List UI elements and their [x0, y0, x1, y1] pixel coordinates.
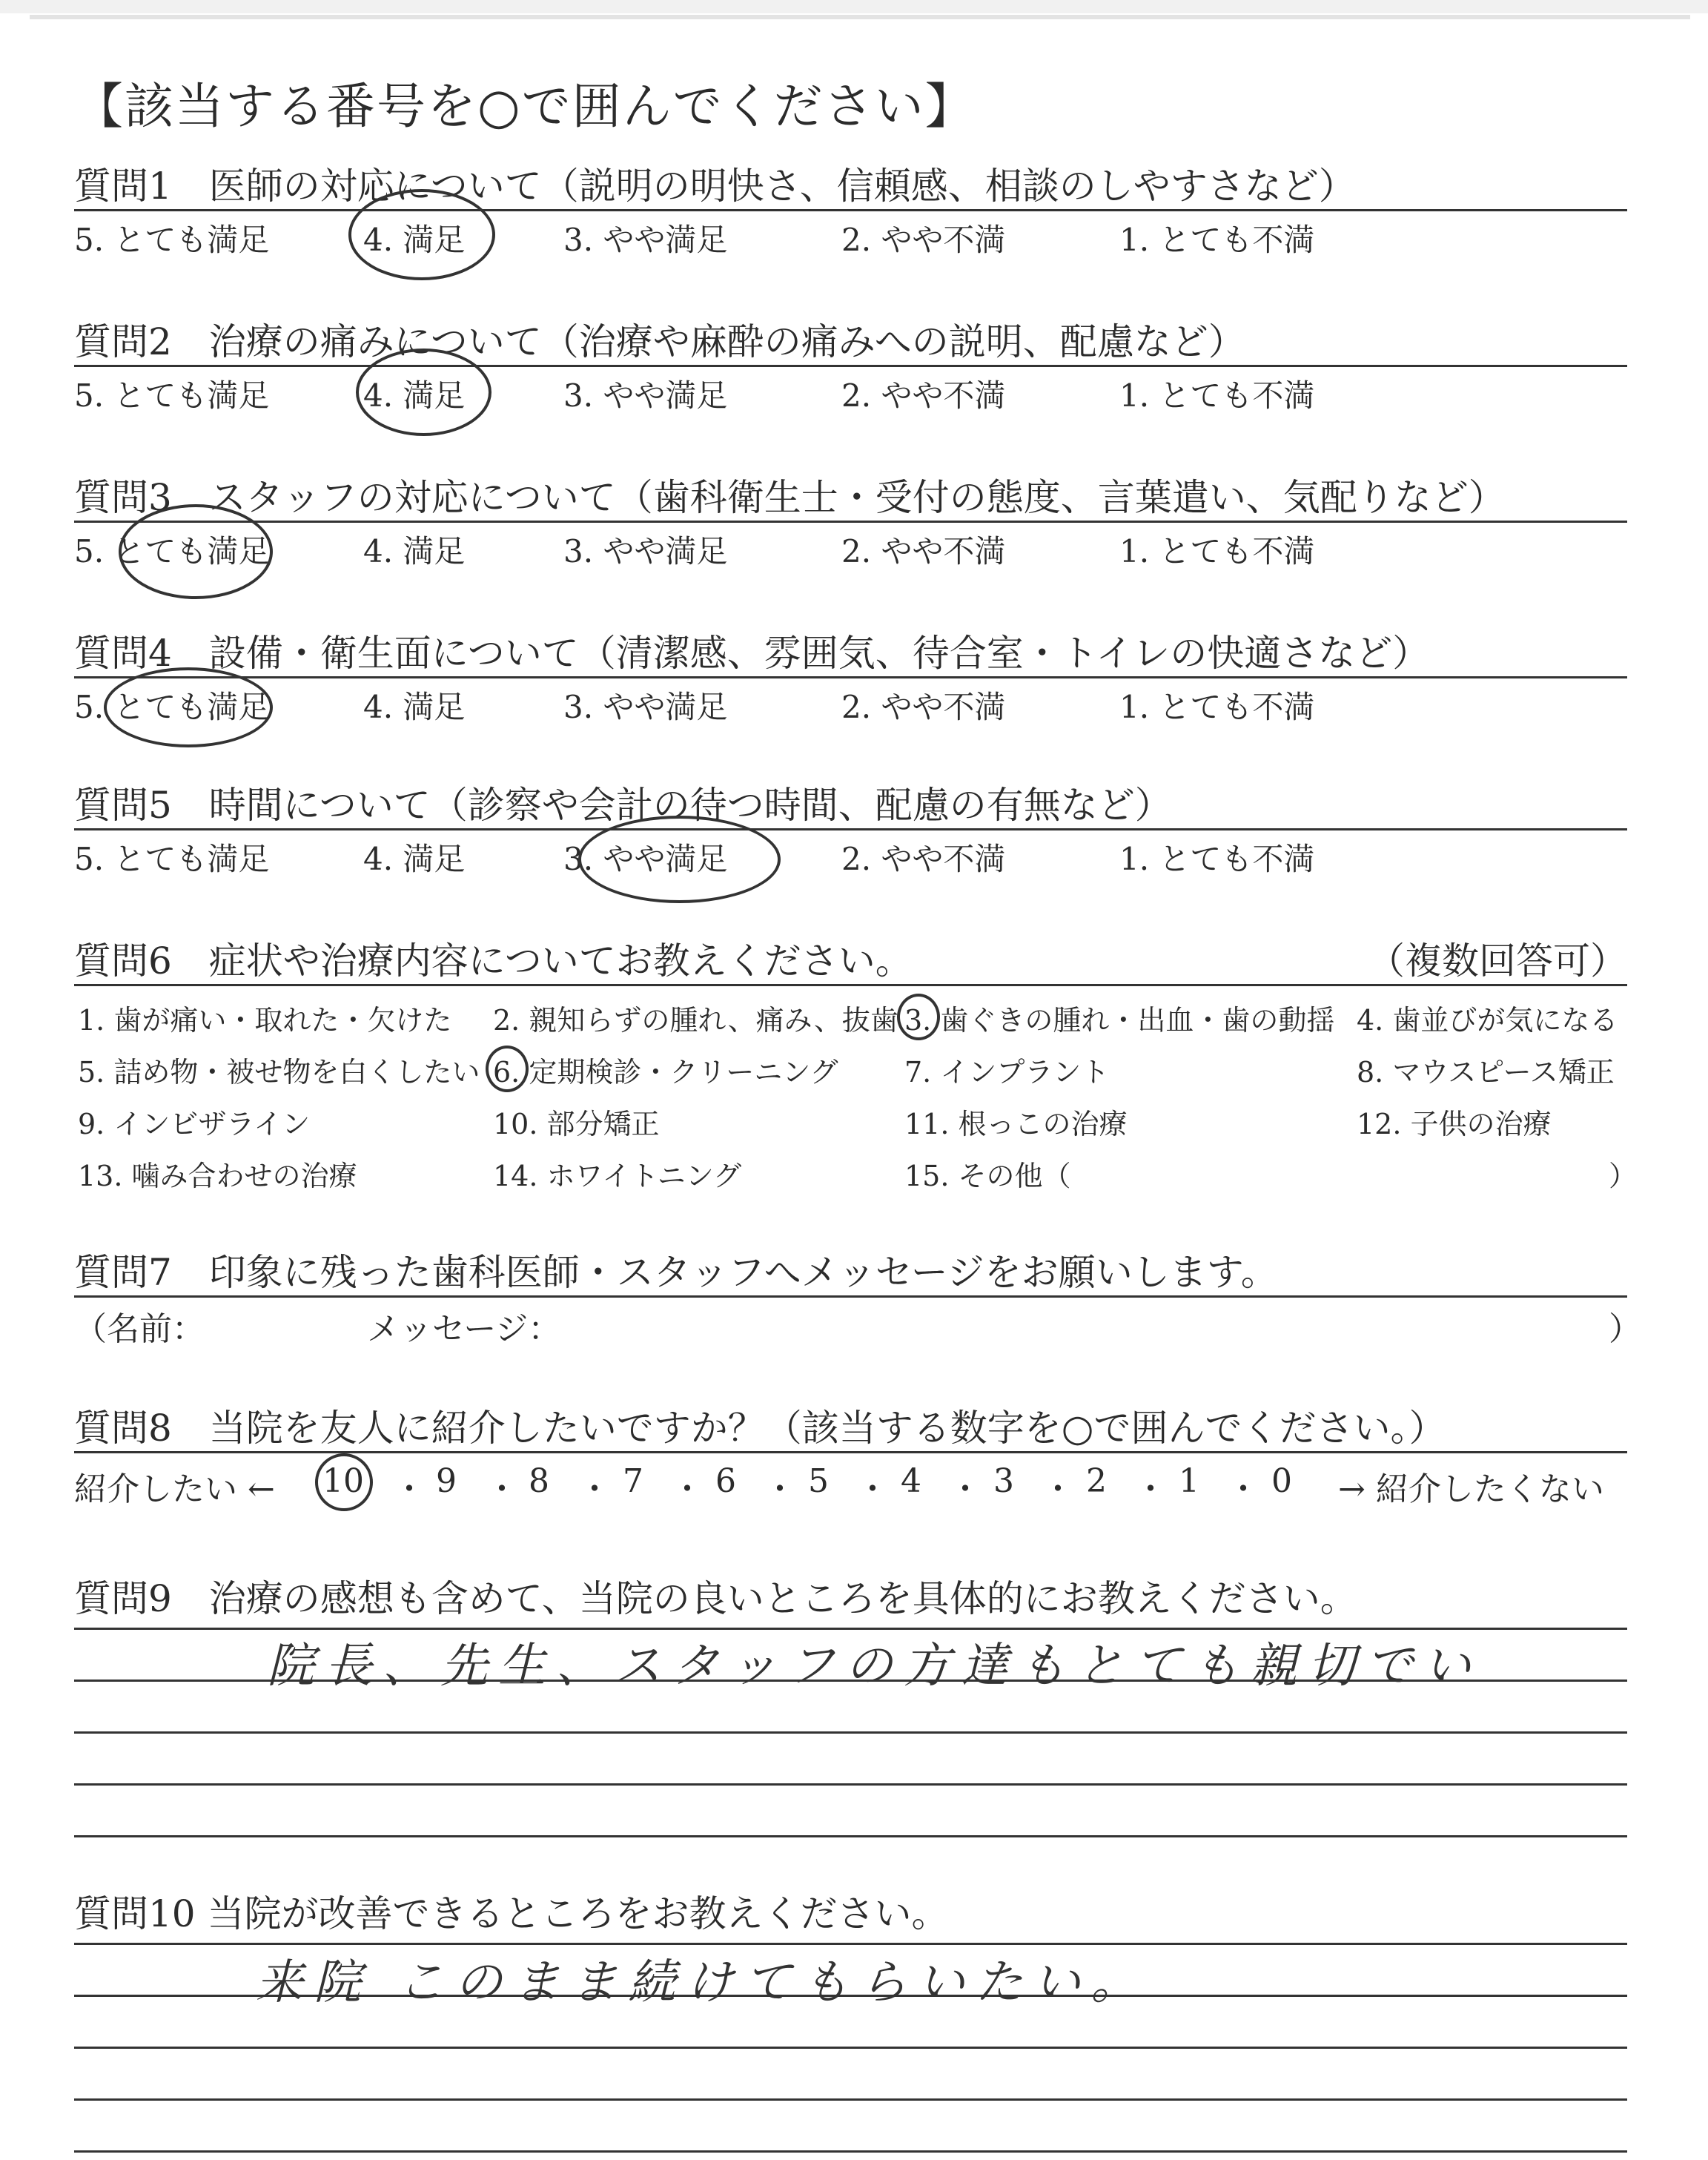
- q8-dot: ・: [578, 1470, 611, 1508]
- question-6-title: 質問6 症状や治療内容についてお教えください。: [74, 939, 913, 982]
- q10-answer-line-5: [74, 2150, 1627, 2153]
- q5-option-3[interactable]: 3. やや満足: [563, 841, 728, 877]
- q6-selection-circle-6: [486, 1046, 529, 1092]
- q8-scale-4[interactable]: 4: [901, 1462, 921, 1500]
- question-5-title: 質問5 時間について（診察や会計の待つ時間、配慮の有無など）: [74, 784, 1172, 827]
- q1-option-1[interactable]: 1. とても不満: [1119, 222, 1315, 258]
- q9-answer-line-4: [74, 1783, 1627, 1786]
- q2-option-5[interactable]: 5. とても満足: [74, 377, 270, 414]
- question-3-options: [74, 523, 1627, 567]
- question-8: [74, 1405, 1627, 1508]
- q6-item-1[interactable]: 1. 歯が痛い・取れた・欠けた: [78, 1004, 452, 1037]
- question-8-scale: [74, 1453, 1627, 1508]
- q8-scale-2[interactable]: 2: [1086, 1462, 1107, 1500]
- q3-selection-circle: [119, 504, 273, 599]
- q8-dot: ・: [1227, 1470, 1260, 1508]
- question-8-title: 質問8 当院を友人に紹介したいですか？（該当する数字を○で囲んでください。）: [74, 1407, 1446, 1450]
- question-3-title: 質問3 スタッフの対応について（歯科衛生士・受付の態度、言葉遣い、気配りなど）: [74, 476, 1506, 519]
- q6-item-5[interactable]: 5. 詰め物・被せ物を白くしたい: [78, 1056, 480, 1089]
- q8-left-label: 紹介したい ←: [74, 1470, 275, 1508]
- q8-scale-1[interactable]: 1: [1179, 1462, 1199, 1500]
- q6-item-12[interactable]: 12. 子供の治療: [1357, 1108, 1552, 1140]
- question-1: [74, 163, 1627, 256]
- q5-option-5[interactable]: 5. とても満足: [74, 841, 270, 877]
- question-6: [74, 938, 1638, 1209]
- q6-item-2[interactable]: 2. 親知らずの腫れ、痛み、抜歯: [493, 1004, 898, 1037]
- q8-dot: ・: [486, 1470, 518, 1508]
- question-7-fields: [74, 1298, 1641, 1348]
- q6-item-6[interactable]: 6. 定期検診・クリーニング: [493, 1056, 838, 1089]
- q2-option-2[interactable]: 2. やや不満: [841, 377, 1006, 414]
- q8-scale-0[interactable]: 0: [1271, 1462, 1292, 1500]
- q9-handwritten-answer[interactable]: 院長、先生、スタッフの方達もとても親切でい: [267, 1639, 1481, 1694]
- question-1-title: 質問1 医師の対応について（説明の明快さ、信頼感、相談のしやすさなど）: [74, 165, 1356, 208]
- q2-option-4[interactable]: 4. 満足: [363, 377, 466, 414]
- question-6-note: （複数回答可）: [1368, 939, 1627, 982]
- q1-selection-circle: [348, 189, 495, 280]
- q6-item-10[interactable]: 10. 部分矯正: [493, 1108, 660, 1140]
- q1-option-5[interactable]: 5. とても満足: [74, 222, 270, 258]
- q5-option-1[interactable]: 1. とても不満: [1119, 841, 1315, 877]
- q6-item-15[interactable]: 15. その他（: [904, 1160, 1071, 1192]
- q8-scale-3[interactable]: 3: [993, 1462, 1014, 1500]
- q8-scale-9[interactable]: 9: [436, 1462, 457, 1500]
- q8-dot: ・: [856, 1470, 889, 1508]
- q7-close-paren: ）: [1609, 1310, 1641, 1348]
- question-7-title: 質問7 印象に残った歯科医師・スタッフへメッセージをお願いします。: [74, 1251, 1278, 1294]
- q6-item-9[interactable]: 9. インビザライン: [78, 1108, 311, 1140]
- q8-scale-5[interactable]: 5: [808, 1462, 829, 1500]
- q6-item-3[interactable]: 3. 歯ぐきの腫れ・出血・歯の動揺: [904, 1004, 1335, 1037]
- q8-dot: ・: [1042, 1470, 1074, 1508]
- scan-top-band: [0, 0, 1708, 13]
- q5-option-2[interactable]: 2. やや不満: [841, 841, 1006, 877]
- q7-name-label[interactable]: （名前：: [74, 1310, 205, 1348]
- q4-option-5[interactable]: 5. とても満足: [74, 689, 270, 725]
- q6-item-7[interactable]: 7. インプラント: [904, 1056, 1110, 1089]
- q4-option-2[interactable]: 2. やや不満: [841, 689, 1006, 725]
- q3-option-1[interactable]: 1. とても不満: [1119, 533, 1315, 569]
- q6-selection-circle-3: [897, 994, 940, 1040]
- question-2-options: [74, 367, 1627, 412]
- q1-option-4[interactable]: 4. 満足: [363, 222, 466, 258]
- q1-option-3[interactable]: 3. やや満足: [563, 222, 728, 258]
- q6-item-8[interactable]: 8. マウスピース矯正: [1357, 1056, 1615, 1089]
- q8-scale-8[interactable]: 8: [529, 1462, 549, 1500]
- question-4-options: [74, 678, 1627, 723]
- q2-option-3[interactable]: 3. やや満足: [563, 377, 728, 414]
- question-4-title: 質問4 設備・衛生面について（清潔感、雰囲気、待合室・トイレの快適さなど）: [74, 632, 1430, 675]
- q8-selection-circle: [315, 1453, 373, 1511]
- q6-item-14[interactable]: 14. ホワイトニング: [493, 1160, 742, 1192]
- q4-option-3[interactable]: 3. やや満足: [563, 689, 728, 725]
- question-10-title: 質問10 当院が改善できるところをお教えください。: [74, 1892, 949, 1935]
- q3-option-3[interactable]: 3. やや満足: [563, 533, 728, 569]
- q5-option-4[interactable]: 4. 満足: [363, 841, 466, 877]
- q8-scale-7[interactable]: 7: [623, 1462, 643, 1500]
- q6-item-13[interactable]: 13. 噛み合わせの治療: [78, 1160, 357, 1192]
- form-header: 【該当する番号を○で囲んでください】: [74, 78, 976, 135]
- q8-dot: ・: [1134, 1470, 1167, 1508]
- q8-scale-6[interactable]: 6: [715, 1462, 736, 1500]
- question-9-title: 質問9 治療の感想も含めて、当院の良いところを具体的にお教えください。: [74, 1577, 1357, 1620]
- question-2-title: 質問2 治療の痛みについて（治療や麻酔の痛みへの説明、配慮など）: [74, 320, 1245, 363]
- q2-selection-circle: [356, 349, 491, 436]
- question-10: [74, 1891, 1627, 1937]
- q10-answer-line-3: [74, 2047, 1627, 2049]
- q6-item-15-close: ）: [1609, 1160, 1638, 1192]
- q8-dot: ・: [393, 1470, 426, 1508]
- q7-message-label[interactable]: メッセージ：: [367, 1310, 561, 1348]
- q6-item-4[interactable]: 4. 歯並びが気になる: [1357, 1004, 1618, 1037]
- question-5-options: [74, 830, 1627, 875]
- q8-scale-10[interactable]: 10: [322, 1462, 364, 1500]
- q3-option-4[interactable]: 4. 満足: [363, 533, 466, 569]
- question-1-options: [74, 211, 1627, 256]
- q4-selection-circle: [104, 667, 273, 747]
- q9-answer-line-5: [74, 1835, 1627, 1837]
- q5-selection-circle: [578, 816, 781, 903]
- q1-option-2[interactable]: 2. やや不満: [841, 222, 1006, 258]
- q4-option-4[interactable]: 4. 満足: [363, 689, 466, 725]
- q9-answer-line-3: [74, 1731, 1627, 1734]
- q6-item-11[interactable]: 11. 根っこの治療: [904, 1108, 1128, 1140]
- scan-top-edge: [30, 15, 1690, 19]
- question-6-title-row: [74, 938, 1627, 984]
- q10-handwritten-answer[interactable]: 来院 このまま続けてもらいたい。: [256, 1955, 1149, 2010]
- question-2: [74, 319, 1627, 412]
- q10-answer-line-4: [74, 2098, 1627, 2101]
- q8-dot: ・: [671, 1470, 704, 1508]
- q8-dot: ・: [949, 1470, 982, 1508]
- question-6-options: [74, 986, 1638, 1209]
- question-4: [74, 630, 1627, 723]
- question-7: [74, 1249, 1641, 1348]
- q4-option-1[interactable]: 1. とても不満: [1119, 689, 1315, 725]
- q8-right-label: → 紹介したくない: [1338, 1470, 1604, 1508]
- q3-option-2[interactable]: 2. やや不満: [841, 533, 1006, 569]
- question-9: [74, 1576, 1627, 1622]
- question-3: [74, 475, 1627, 567]
- q3-option-5[interactable]: 5. とても満足: [74, 533, 270, 569]
- question-5: [74, 782, 1627, 875]
- q8-dot: ・: [764, 1470, 796, 1508]
- q2-option-1[interactable]: 1. とても不満: [1119, 377, 1315, 414]
